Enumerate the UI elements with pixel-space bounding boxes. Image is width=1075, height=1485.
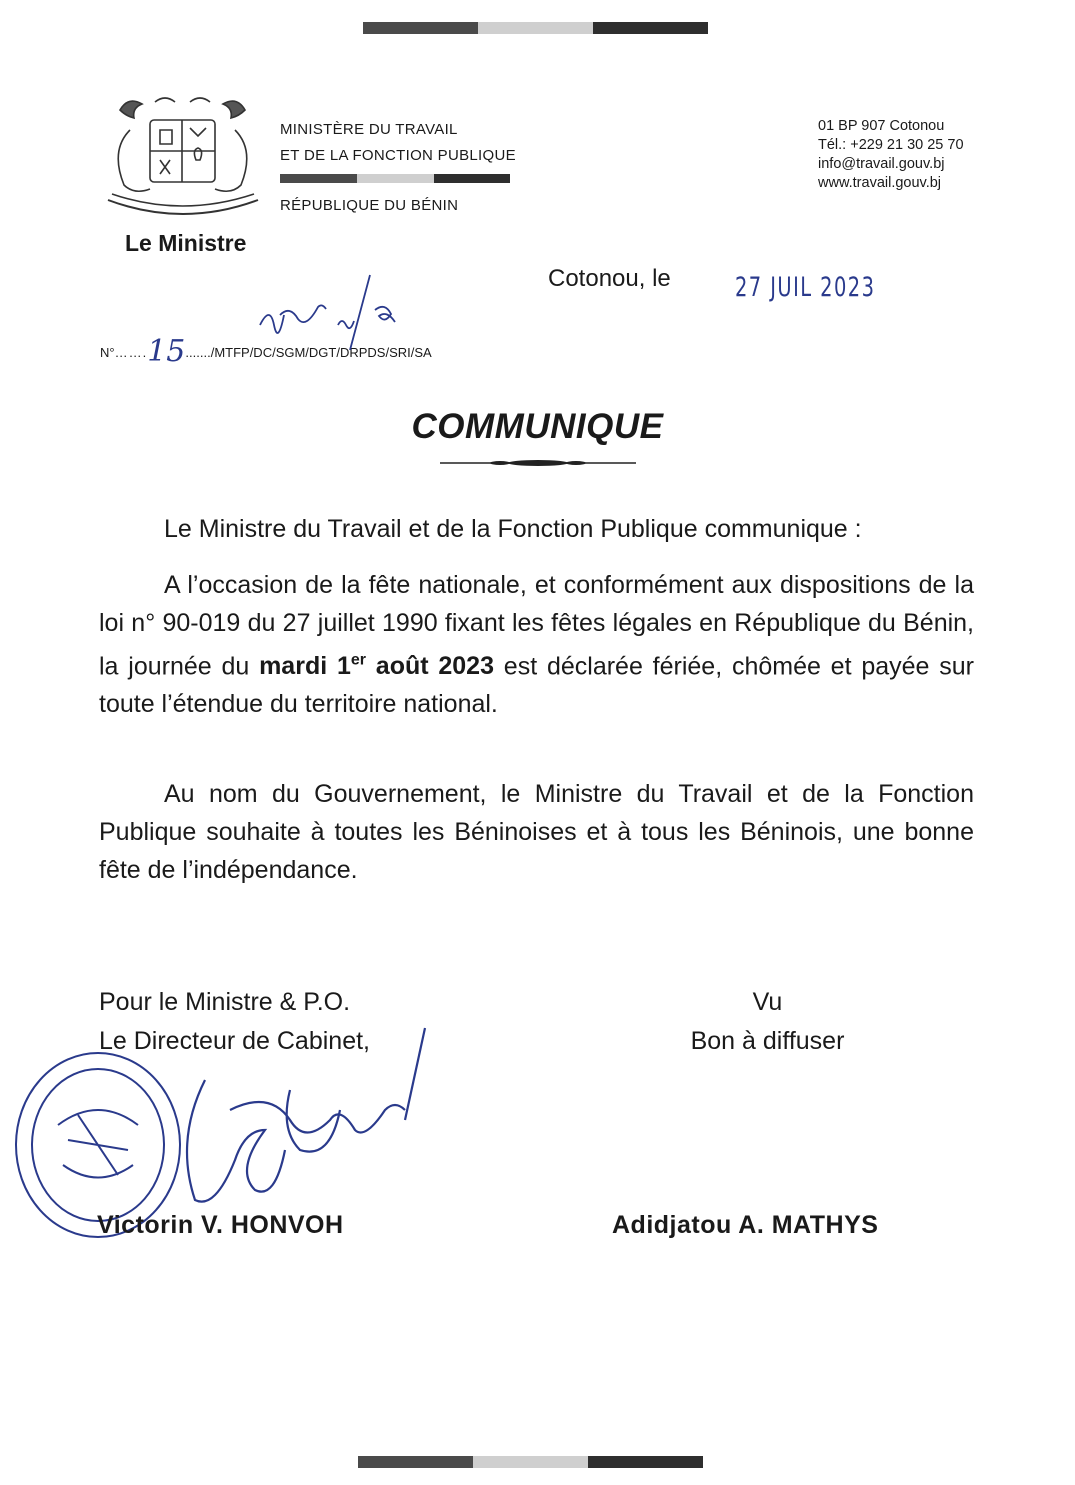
date-stamp: 27 JUIL 2023 <box>735 272 876 303</box>
bottom-flag-bar <box>358 1456 703 1468</box>
coat-of-arms-icon <box>100 90 265 220</box>
republic-name: RÉPUBLIQUE DU BÉNIN <box>280 197 459 214</box>
contact-phone: Tél.: +229 21 30 25 70 <box>818 137 964 153</box>
ministry-line-1: MINISTÈRE DU TRAVAIL <box>280 121 458 138</box>
contact-email: info@travail.gouv.bj <box>818 156 945 172</box>
right-signature-block <box>675 983 860 1061</box>
contact-block <box>818 117 964 193</box>
signature-scribble-icon <box>150 1020 440 1220</box>
minister-label: Le Ministre <box>125 230 247 256</box>
p2-date-bold: mardi 1er août 2023 <box>259 652 494 681</box>
reference-handwritten-number: 15 <box>147 334 186 369</box>
dateline-place: Cotonou, le <box>548 265 671 292</box>
reference-number: N°…….15......./MTFP/DC/SGM/DGT/DRPDS/SRI/SA <box>100 334 432 369</box>
body-paragraph-2 <box>99 566 974 723</box>
reference-suffix: /MTFP/DC/SGM/DGT/DRPDS/SRI/SA <box>210 345 432 360</box>
left-signatory-name: Victorin V. HONVOH <box>97 1211 344 1239</box>
left-signature-line-2: Le Directeur de Cabinet, <box>99 1027 370 1055</box>
top-flag-bar <box>363 22 708 34</box>
body-paragraph-1: Le Ministre du Travail et de la Fonction Publique communique : <box>164 515 862 543</box>
header-flag-bar <box>280 174 510 183</box>
ministry-line-2: ET DE LA FONCTION PUBLIQUE <box>280 147 516 164</box>
body-paragraph-3: Au nom du Gouvernement, le Ministre du Travail et de la Fonction Publique souhaite à toutes les Béninoises et à tous les Béninois, une bonne fête de l’indépendance. <box>99 780 974 884</box>
left-signature-line-1: Pour le Ministre & P.O. <box>99 988 351 1016</box>
ministry-name <box>280 117 516 169</box>
contact-website: www.travail.gouv.bj <box>818 175 942 191</box>
p2-text-end: est déclarée fériée, chômée et payée sur toute l’étendue du territoire national. <box>99 652 974 719</box>
initials-scribble-icon <box>250 270 420 360</box>
right-signatory-name: Adidjatou A. MATHYS <box>612 1211 879 1239</box>
title-ornament <box>440 456 636 470</box>
right-signature-line-2: Bon à diffuser <box>690 1027 845 1055</box>
reference-prefix: N° <box>100 345 115 360</box>
p2-text-start: A l’occasion de la fête nationale, et conformément aux dispositions de la loi n° 90-019 du 27 juillet 1990 fixant les fêtes légales en République du Bénin, la journée du <box>99 571 974 681</box>
contact-address: 01 BP 907 Cotonou <box>818 118 945 134</box>
right-signature-line-1: Vu <box>752 988 783 1016</box>
document-title: COMMUNIQUE <box>411 407 664 446</box>
